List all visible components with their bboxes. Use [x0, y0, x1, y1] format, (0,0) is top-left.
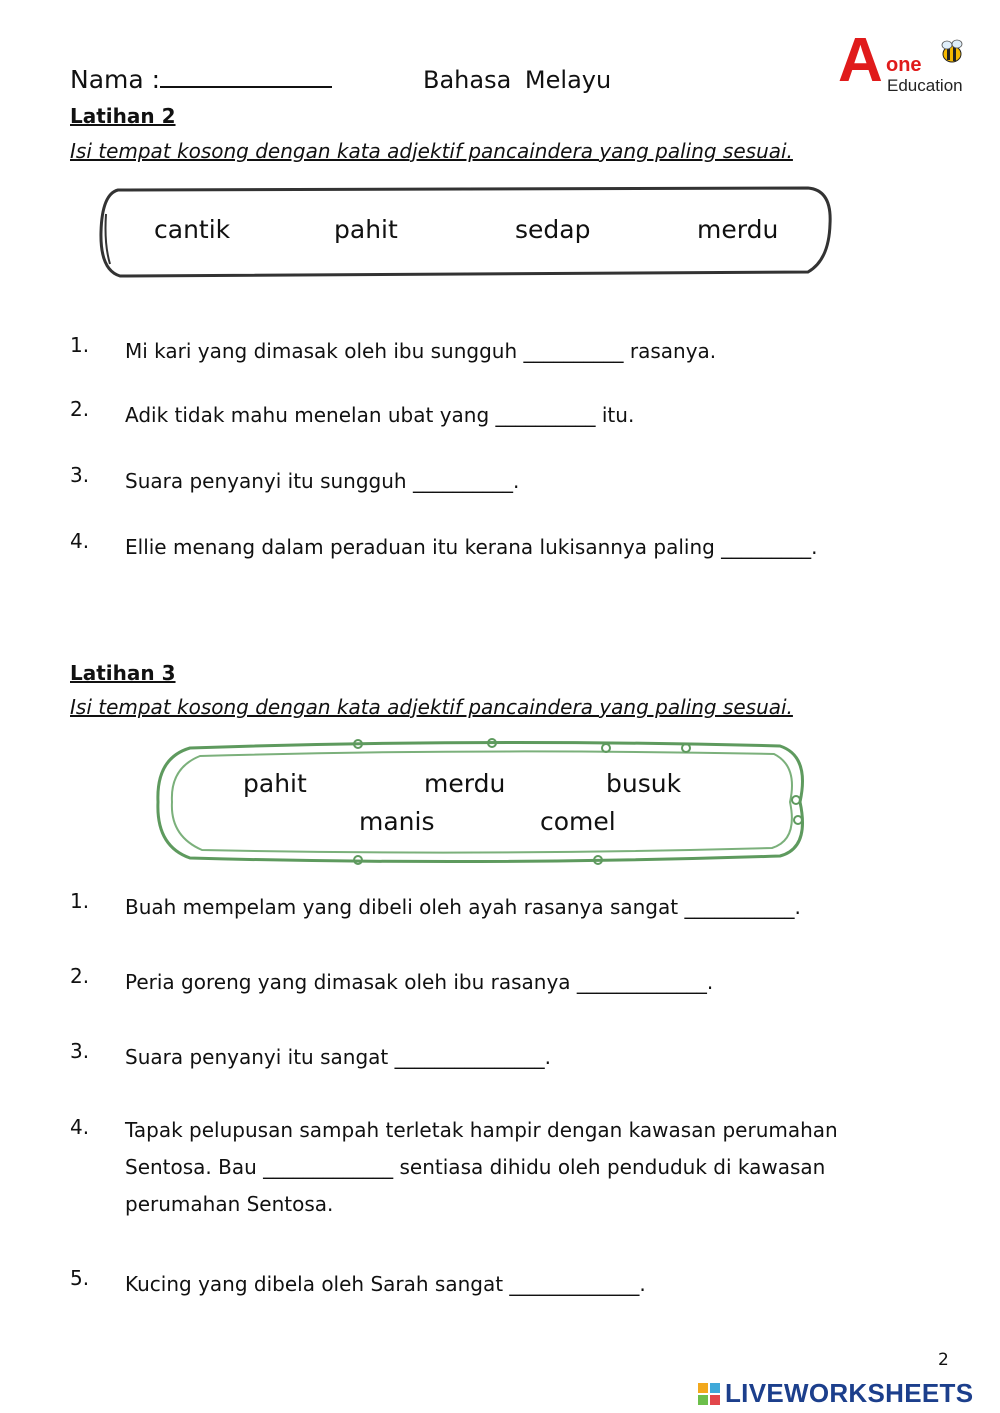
latihan-3-title: Latihan 3	[70, 661, 176, 685]
word-bank-2-item: sedap	[515, 215, 591, 244]
name-label: Nama :	[70, 65, 161, 94]
question-number: 3.	[70, 463, 90, 487]
page-number: 2	[938, 1350, 949, 1370]
latihan-2-instruction: Isi tempat kosong dengan kata adjektif pancaindera yang paling sesuai.	[70, 139, 793, 163]
word-bank-3-item: pahit	[243, 769, 307, 798]
liveworksheets-text: LIVEWORKSHEETS	[725, 1378, 974, 1408]
question-number: 1.	[70, 889, 90, 913]
question-text[interactable]: Ellie menang dalam peraduan itu kerana lukisannya paling _________.	[125, 535, 818, 559]
word-bank-3-item: busuk	[606, 769, 682, 798]
question-text[interactable]: Mi kari yang dimasak oleh ibu sungguh __________ rasanya.	[125, 339, 717, 363]
subject-title: Bahasa Melayu	[423, 66, 612, 94]
word-bank-2-item: pahit	[334, 215, 398, 244]
logo-education-text: Education	[887, 76, 963, 95]
question-text[interactable]: Suara penyanyi itu sangat _______________.	[125, 1045, 551, 1069]
question-number: 1.	[70, 333, 90, 357]
word-bank-3-item: comel	[540, 807, 616, 836]
word-bank-3-item: manis	[359, 807, 435, 836]
question-number: 4.	[70, 529, 90, 553]
question-text[interactable]: Suara penyanyi itu sungguh __________.	[125, 469, 520, 493]
question-text[interactable]: Kucing yang dibela oleh Sarah sangat _____________.	[125, 1272, 646, 1296]
a-one-education-logo	[838, 26, 983, 100]
question-number: 3.	[70, 1039, 90, 1063]
name-field	[70, 62, 332, 94]
word-bank-2-item: cantik	[154, 215, 231, 244]
bee-icon	[938, 38, 966, 66]
logo-one-text: one	[886, 54, 922, 76]
question-text[interactable]: Peria goreng yang dimasak oleh ibu rasanya _____________.	[125, 970, 714, 994]
latihan-3-instruction: Isi tempat kosong dengan kata adjektif pancaindera yang paling sesuai.	[70, 695, 793, 719]
question-text[interactable]: Buah mempelam yang dibeli oleh ayah rasanya sangat ___________.	[125, 895, 801, 919]
question-text[interactable]: Adik tidak mahu menelan ubat yang __________ itu.	[125, 403, 635, 427]
question-text[interactable]: Tapak pelupusan sampah terletak hampir dengan kawasan perumahan Sentosa. Bau _____________ sentiasa dihidu oleh penduduk di kawasan perumahan Sentosa.	[125, 1118, 838, 1216]
question-number: 4.	[70, 1115, 90, 1139]
word-bank-2-item: merdu	[697, 215, 779, 244]
question-number: 2.	[70, 397, 90, 421]
liveworksheets-brand	[697, 1378, 997, 1408]
question-number: 5.	[70, 1266, 90, 1290]
liveworksheets-icon	[697, 1382, 721, 1406]
question-number: 2.	[70, 964, 90, 988]
latihan-2-title: Latihan 2	[70, 104, 176, 128]
name-blank[interactable]	[160, 62, 332, 88]
logo-letter: A	[838, 26, 883, 95]
word-bank-frame-3	[150, 736, 816, 870]
word-bank-3-item: merdu	[424, 769, 506, 798]
